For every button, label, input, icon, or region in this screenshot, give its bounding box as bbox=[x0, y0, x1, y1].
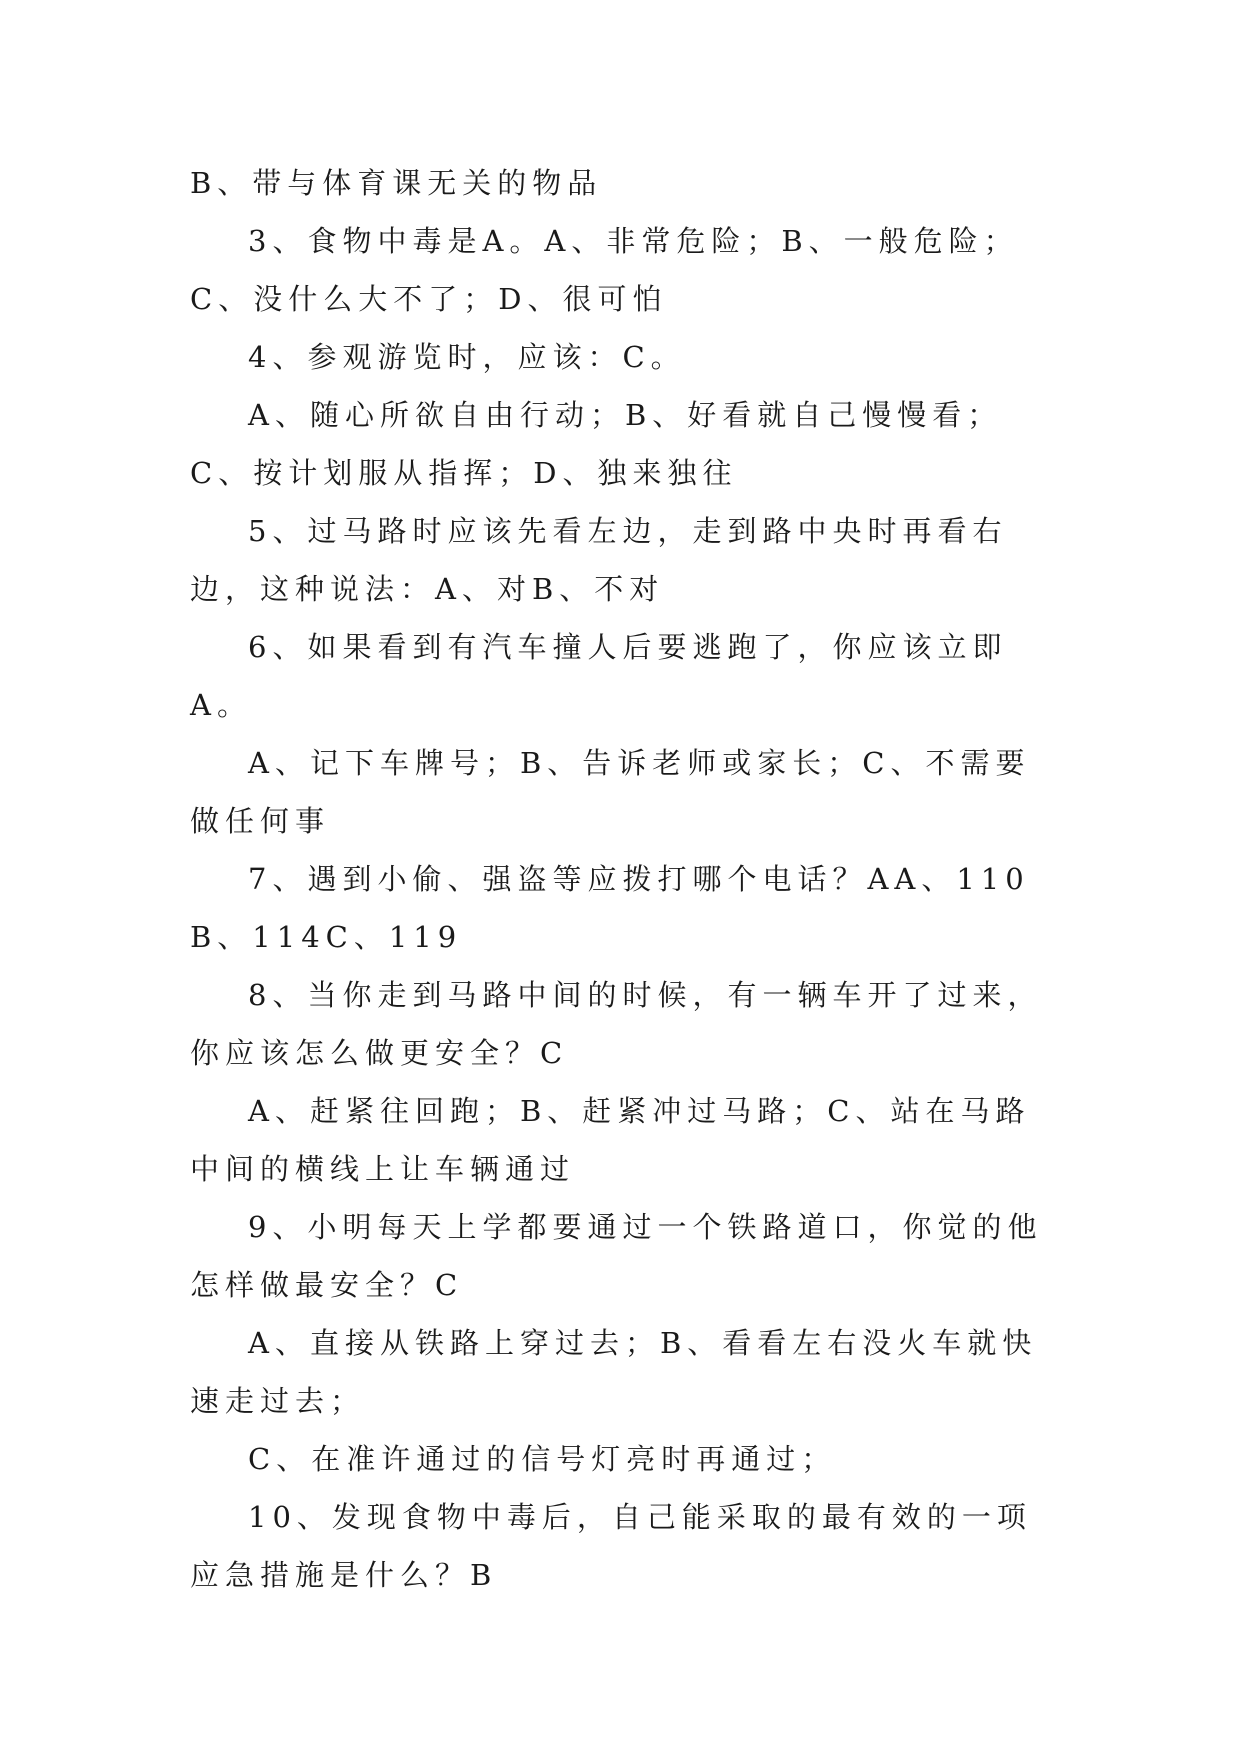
question-4: 4、参观游览时，应该：C。 bbox=[248, 340, 686, 374]
question-9-option-c: C、在准许通过的信号灯亮时再通过； bbox=[248, 1442, 837, 1476]
question-4-options: A、随心所欲自由行动；B、好看就自己慢慢看；C、按计划服从指挥；D、独来独往 bbox=[190, 398, 1003, 490]
question-6: 6、如果看到有汽车撞人后要逃跑了，你应该立即A。 bbox=[190, 630, 1008, 722]
question-9: 9、小明每天上学都要通过一个铁路道口，你觉的他怎样做最安全？C bbox=[190, 1210, 1043, 1302]
document-body bbox=[190, 154, 1050, 1604]
paragraph: B、带与体育课无关的物品 bbox=[190, 166, 603, 200]
question-10: 10、发现食物中毒后，自己能采取的最有效的一项应急措施是什么？B bbox=[190, 1500, 1032, 1592]
question-9-options-ab: A、直接从铁路上穿过去；B、看看左右没火车就快速走过去； bbox=[190, 1326, 1038, 1418]
question-8: 8、当你走到马路中间的时候，有一辆车开了过来，你应该怎么做更安全？C bbox=[190, 978, 1043, 1070]
question-3: 3、食物中毒是A。A、非常危险；B、一般危险；C、没什么大不了；D、很可怕 bbox=[190, 224, 1019, 316]
question-8-options: A、赶紧往回跑；B、赶紧冲过马路；C、站在马路中间的横线上让车辆通过 bbox=[190, 1094, 1031, 1186]
question-7: 7、遇到小偷、强盗等应拨打哪个电话？AA、110B、114C、119 bbox=[190, 862, 1030, 954]
question-5: 5、过马路时应该先看左边，走到路中央时再看右边，这种说法：A、对B、不对 bbox=[190, 514, 1008, 606]
question-6-options: A、记下车牌号；B、告诉老师或家长；C、不需要做任何事 bbox=[190, 746, 1031, 838]
